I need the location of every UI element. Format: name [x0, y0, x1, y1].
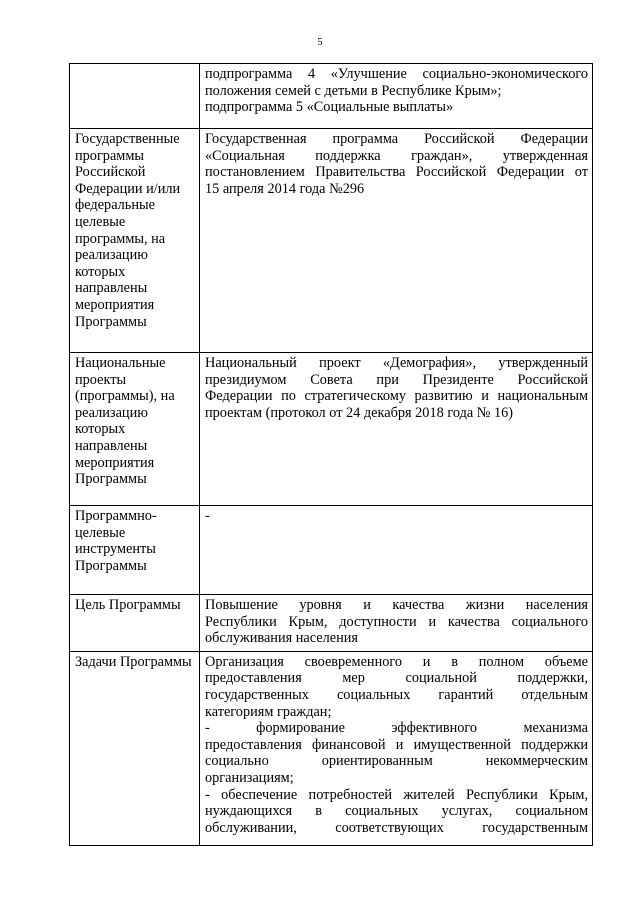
program-passport-table	[69, 63, 593, 846]
row-value	[200, 651, 593, 845]
row-value	[200, 595, 593, 652]
row-value	[200, 129, 593, 353]
value-line: подпрограмма 4 «Улучшение социально-экономического	[205, 66, 588, 82]
row-label: Программно-целевые инструменты Программы	[70, 506, 200, 595]
row-label: Национальные проекты (программы), на реализацию которых направлены мероприятия Программы	[70, 353, 200, 506]
table-row	[70, 595, 593, 652]
table-row	[70, 506, 593, 595]
table-row	[70, 64, 593, 129]
row-label: Задачи Программы	[70, 651, 200, 845]
value-line: предоставления финансовой и имущественной поддержки	[205, 736, 588, 753]
row-label: Государственные программы Российской Федерации и/или федеральные целевые программы, на реализацию которых направлены мероприятия Программы	[70, 129, 200, 353]
value-line: категориям граждан;	[205, 703, 332, 720]
value-line: положения семей с детьми в Республике Крым»;	[205, 82, 502, 99]
value-line: - формирование эффективного механизма	[205, 720, 588, 737]
row-value	[200, 353, 593, 506]
value-line: Республики Крым, доступности и качества социального	[205, 613, 588, 630]
value-line: Национальный проект «Демография», утвержденный	[205, 355, 588, 371]
row-value	[200, 64, 593, 129]
value-line: постановлением Правительства Российской Федерации от	[205, 164, 588, 181]
value-line: Государственная программа Российской Федерации	[205, 131, 588, 147]
value-line: -	[205, 508, 210, 524]
value-line: Повышение уровня и качества жизни населения	[205, 597, 588, 613]
value-line: обслуживания населения	[205, 630, 358, 647]
row-label: Цель Программы	[70, 595, 200, 652]
page-number: 5	[317, 37, 323, 48]
value-line: 15 апреля 2014 года №296	[205, 180, 365, 197]
value-line: организациям;	[205, 769, 294, 786]
value-line: Организация своевременного и в полном объеме	[205, 653, 588, 670]
value-line: подпрограмма 5 «Социальные выплаты»	[205, 99, 454, 116]
value-line: нуждающихся в социальных услугах, социальном	[205, 803, 588, 820]
value-line: предоставления мер социальной поддержки,	[205, 670, 588, 687]
table-row	[70, 651, 593, 845]
value-line: государственных социальных гарантий отдельным	[205, 686, 588, 703]
value-line: - обеспечение потребностей жителей Республики Крым,	[205, 786, 588, 803]
table-row	[70, 129, 593, 353]
value-line: обслуживании, соответствующих государственным	[205, 819, 588, 836]
value-line: проектам (протокол от 24 декабря 2018 года № 16)	[205, 404, 514, 421]
value-line: Федерации по стратегическому развитию и национальным	[205, 388, 588, 405]
row-value	[200, 506, 593, 595]
value-line: президиумом Совета при Президенте Российской	[205, 371, 588, 388]
table-row	[70, 353, 593, 506]
row-label	[70, 64, 200, 129]
value-line: «Социальная поддержка граждан», утвержденная	[205, 147, 588, 164]
value-line: социально ориентированным некоммерческим	[205, 753, 588, 770]
